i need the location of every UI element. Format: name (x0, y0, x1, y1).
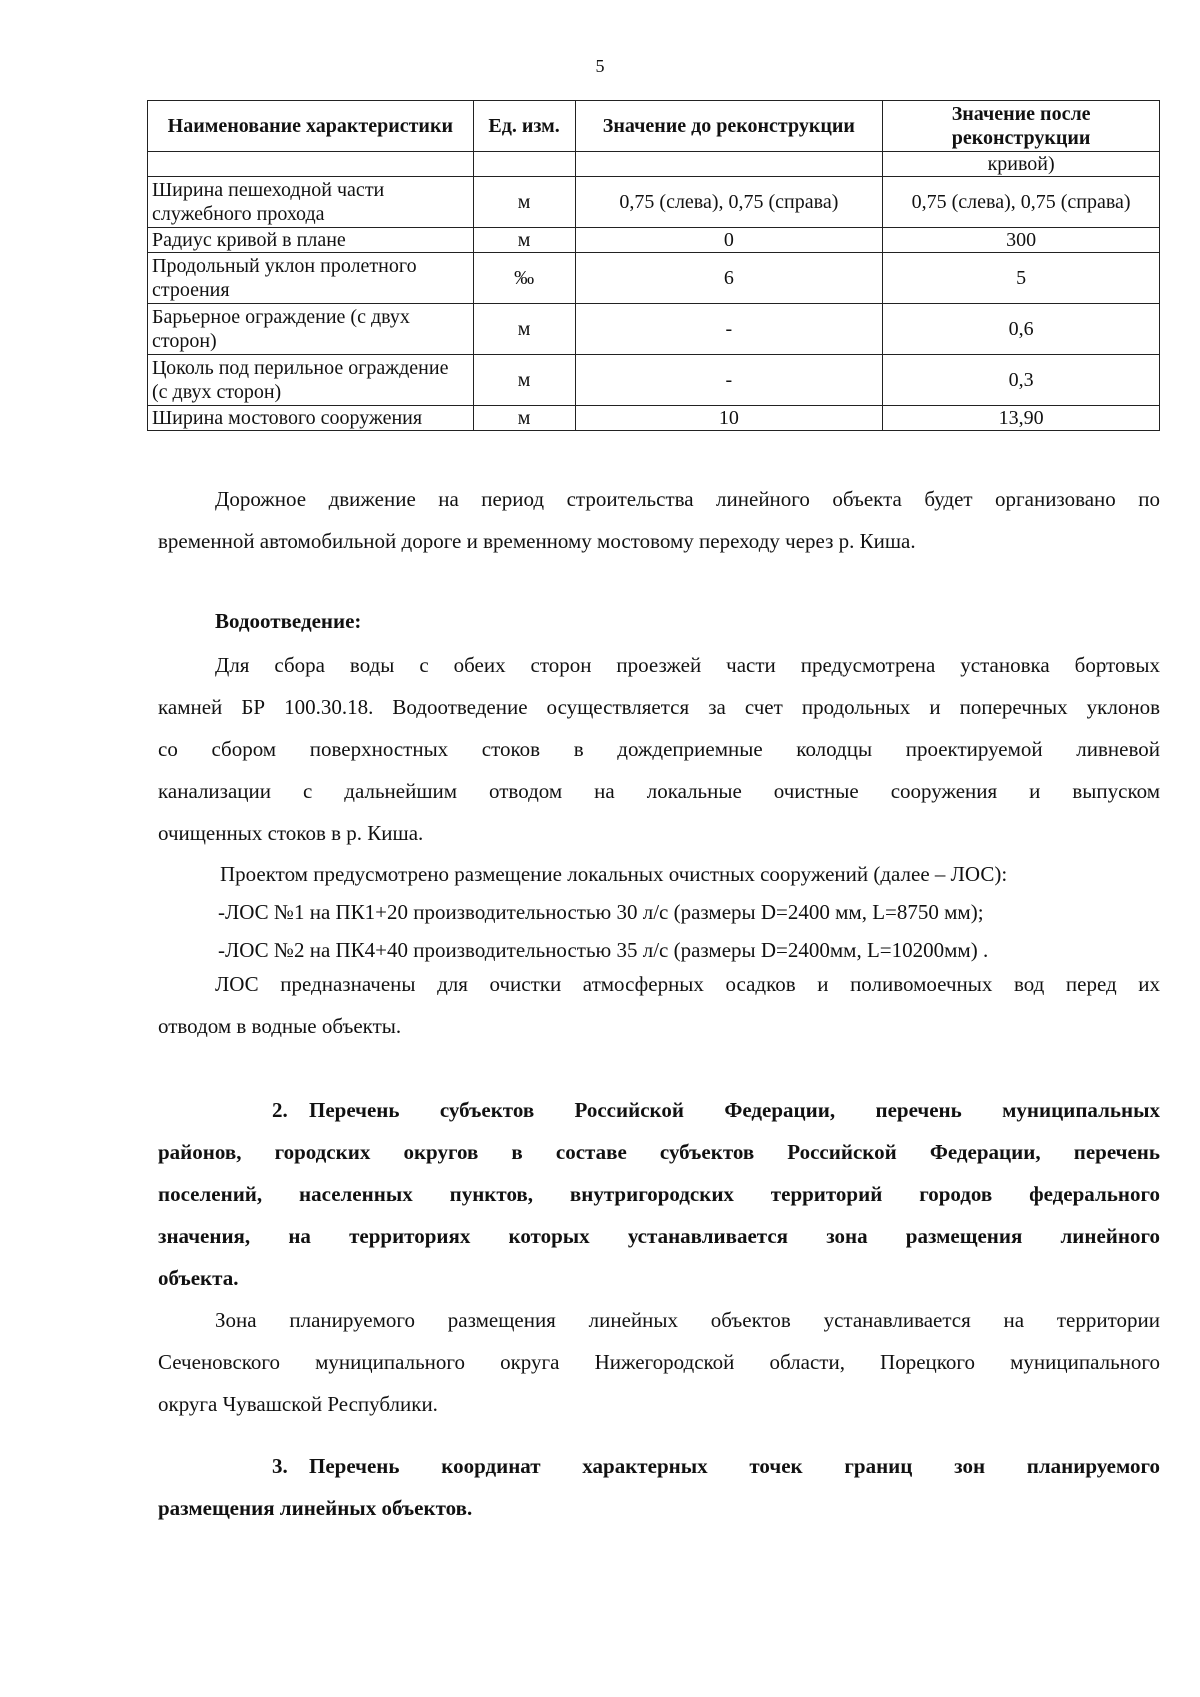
page-number: 5 (595, 56, 605, 76)
row-name: Барьерное ограждение (с двух сторон) (148, 304, 474, 355)
row-after: 0,6 (883, 304, 1160, 355)
section-number: 3. (272, 1454, 288, 1478)
table-header-row (148, 101, 1160, 152)
row-after: 0,3 (883, 355, 1160, 406)
section-2-heading (158, 1089, 1160, 1299)
text-line: канализации с дальнейшим отводом на локальные очистные сооружения и выпуском (158, 779, 1160, 803)
text-line: районов, городских округов в составе субъектов Российской Федерации, перечень (158, 1140, 1160, 1164)
row-unit: м (473, 177, 575, 228)
characteristics-table (147, 100, 1160, 431)
text-line: ЛОС предназначены для очистки атмосферных осадков и поливомоечных вод перед их (215, 972, 1160, 996)
row-unit: м (473, 304, 575, 355)
row-after: 13,90 (883, 406, 1160, 431)
los-purpose-paragraph (158, 963, 1160, 1047)
table-row (148, 177, 1160, 228)
row-unit: ‰ (473, 253, 575, 304)
drainage-paragraph (158, 644, 1160, 854)
row-name: Ширина мостового сооружения (148, 406, 474, 431)
continuation-cell: кривой) (883, 152, 1160, 177)
header-after: Значение после реконструкции (883, 101, 1160, 152)
table-row (148, 355, 1160, 406)
text-line: Сеченовского муниципального округа Нижегородской области, Порецкого муниципального (158, 1350, 1160, 1374)
text-line: камней БР 100.30.18. Водоотведение осуществляется за счет продольных и поперечных уклонов (158, 695, 1160, 719)
text-line: очищенных стоков в р. Киша. (158, 821, 424, 845)
text-line: округа Чувашской Республики. (158, 1392, 438, 1416)
row-name: Радиус кривой в плане (148, 228, 474, 253)
row-before: - (575, 304, 883, 355)
row-name: Цоколь под перильное ограждение (с двух сторон) (148, 355, 474, 406)
row-unit: м (473, 228, 575, 253)
section-2-body (158, 1299, 1160, 1425)
section-number: 2. (272, 1098, 288, 1122)
section-3-heading (158, 1445, 1160, 1529)
text-line: отводом в водные объекты. (158, 1014, 402, 1038)
text-line: со сбором поверхностных стоков в дождеприемные колодцы проектируемой ливневой (158, 737, 1160, 761)
row-before: 0,75 (слева), 0,75 (справа) (575, 177, 883, 228)
los-item-2: -ЛОС №2 на ПК4+40 производительностью 35 л/с (размеры D=2400мм, L=10200мм) . (218, 938, 989, 962)
header-unit: Ед. изм. (473, 101, 575, 152)
table-row (148, 253, 1160, 304)
drainage-heading: Водоотведение: (215, 609, 362, 633)
row-after: 300 (883, 228, 1160, 253)
row-before: 10 (575, 406, 883, 431)
row-name: Ширина пешеходной части служебного прохода (148, 177, 474, 228)
text-line: Для сбора воды с обеих сторон проезжей части предусмотрена установка бортовых (215, 653, 1160, 677)
text-line: Перечень субъектов Российской Федерации, перечень муниципальных (309, 1098, 1160, 1122)
table-row (148, 228, 1160, 253)
table-row (148, 304, 1160, 355)
row-before: 0 (575, 228, 883, 253)
row-name: Продольный уклон пролетного строения (148, 253, 474, 304)
text-line: временной автомобильной дороге и временному мостовому переходу через р. Киша. (158, 529, 916, 553)
header-before: Значение до реконструкции (575, 101, 883, 152)
text-line: Перечень координат характерных точек границ зон планируемого (309, 1454, 1160, 1478)
los-item-1: -ЛОС №1 на ПК1+20 производительностью 30 л/с (размеры D=2400 мм, L=8750 мм); (218, 900, 984, 924)
text-line: Зона планируемого размещения линейных объектов устанавливается на территории (215, 1308, 1160, 1332)
row-after: 5 (883, 253, 1160, 304)
text-line: Дорожное движение на период строительства линейного объекта будет организовано по (215, 487, 1160, 511)
row-before: - (575, 355, 883, 406)
header-name: Наименование характеристики (148, 101, 474, 152)
row-after: 0,75 (слева), 0,75 (справа) (883, 177, 1160, 228)
traffic-paragraph (158, 478, 1160, 562)
text-line: размещения линейных объектов. (158, 1496, 473, 1520)
text-line: поселений, населенных пунктов, внутригородских территорий городов федерального (158, 1182, 1160, 1206)
row-unit: м (473, 406, 575, 431)
row-before: 6 (575, 253, 883, 304)
los-list (158, 855, 1160, 969)
text-line: объекта. (158, 1266, 239, 1290)
table-row (148, 152, 1160, 177)
los-intro: Проектом предусмотрено размещение локальных очистных сооружений (далее – ЛОС): (220, 862, 1008, 886)
table-row (148, 406, 1160, 431)
row-unit: м (473, 355, 575, 406)
text-line: значения, на территориях которых устанавливается зона размещения линейного (158, 1224, 1160, 1248)
